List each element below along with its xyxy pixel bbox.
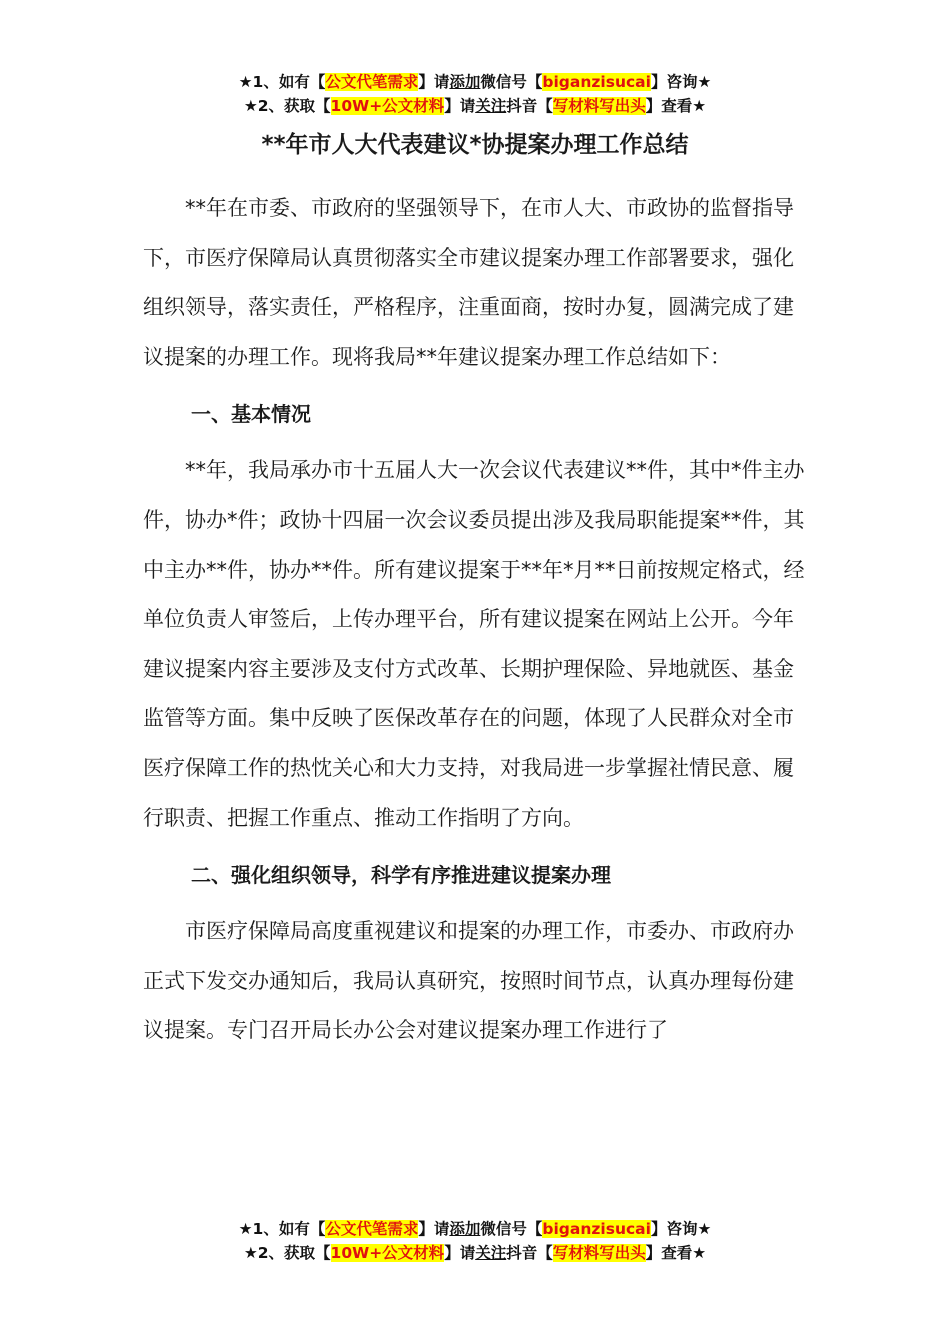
banner-text: 】请 — [418, 73, 450, 91]
banner-highlight: 写材料写出头 — [552, 97, 646, 115]
banner-underlined-text: 关注 — [475, 97, 507, 115]
banner-text: 】请 — [444, 97, 476, 115]
section-2-heading: 二、强化组织领导，科学有序推进建议提案办理 — [191, 863, 611, 888]
banner-underlined-text: 添加 — [449, 1220, 481, 1238]
intro-paragraph: **年在市委、市政府的坚强领导下，在市人大、市政协的监督指导下，市医疗保障局认真贯彻落实全市建议提案办理工作部署要求，强化组织领导，落实责任，严格程序，注重面商，按时办复，圆满完成了建议提案的办理工作。现将我局**年建议提案办理工作总结如下： — [143, 196, 794, 369]
banner-line-2 — [0, 1241, 950, 1265]
banner-text: ★1、如有【 — [238, 73, 326, 91]
banner-text: 】咨询★ — [650, 73, 712, 91]
banner-underlined-text: 添加 — [449, 73, 481, 91]
banner-text: 】咨询★ — [650, 1220, 712, 1238]
banner-highlight: 10W+公文材料 — [330, 1244, 445, 1262]
banner-highlight: biganzisucai — [542, 73, 651, 91]
banner-text: 】查看★ — [645, 1244, 707, 1262]
document-body — [143, 184, 811, 1056]
banner-text: 】查看★ — [645, 97, 707, 115]
section-1-heading: 一、基本情况 — [191, 402, 311, 427]
document-title: **年市人大代表建议*协提案办理工作总结 — [261, 132, 689, 158]
banner-text: 】请 — [444, 1244, 476, 1262]
banner-text: ★2、获取【 — [243, 97, 331, 115]
banner-line-1 — [0, 1217, 950, 1241]
section-2-paragraph: 市医疗保障局高度重视建议和提案的办理工作，市委办、市政府办正式下发交办通知后，我局认真研究，按照时间节点，认真办理每份建议提案。专门召开局长办公会对建议提案办理工作进行了 — [143, 919, 794, 1043]
banner-text: 抖音【 — [506, 1244, 553, 1262]
banner-highlight: 公文代笔需求 — [325, 73, 419, 91]
banner-text: 微信号【 — [480, 73, 543, 91]
banner-line-1 — [0, 70, 950, 94]
banner-line-2 — [0, 94, 950, 118]
banner-text: ★1、如有【 — [238, 1220, 326, 1238]
header-banner — [0, 70, 950, 118]
banner-text: 抖音【 — [506, 97, 553, 115]
section-1-paragraph: **年，我局承办市十五届人大一次会议代表建议**件，其中*件主办件，协办*件；政协十四届一次会议委员提出涉及我局职能提案**件，其中主办**件，协办**件。所有建议提案于**年*月**日前按规定格式，经单位负责人审签后，上传办理平台，所有建议提案在网站上公开。今年建议提案内容主要涉及支付方式改革、长期护理保险、异地就医、基金监管等方面。集中反映了医保改革存在的问题，体现了人民群众对全市医疗保障工作的热忱关心和大力支持，对我局进一步掌握社情民意、履行职责、把握工作重点、推动工作指明了方向。 — [143, 458, 805, 830]
banner-highlight: 10W+公文材料 — [330, 97, 445, 115]
banner-highlight: 写材料写出头 — [552, 1244, 646, 1262]
banner-text: 微信号【 — [480, 1220, 543, 1238]
banner-highlight: biganzisucai — [542, 1220, 651, 1238]
banner-text: 】请 — [418, 1220, 450, 1238]
banner-highlight: 公文代笔需求 — [325, 1220, 419, 1238]
banner-underlined-text: 关注 — [475, 1244, 507, 1262]
banner-text: ★2、获取【 — [243, 1244, 331, 1262]
footer-banner — [0, 1217, 950, 1265]
